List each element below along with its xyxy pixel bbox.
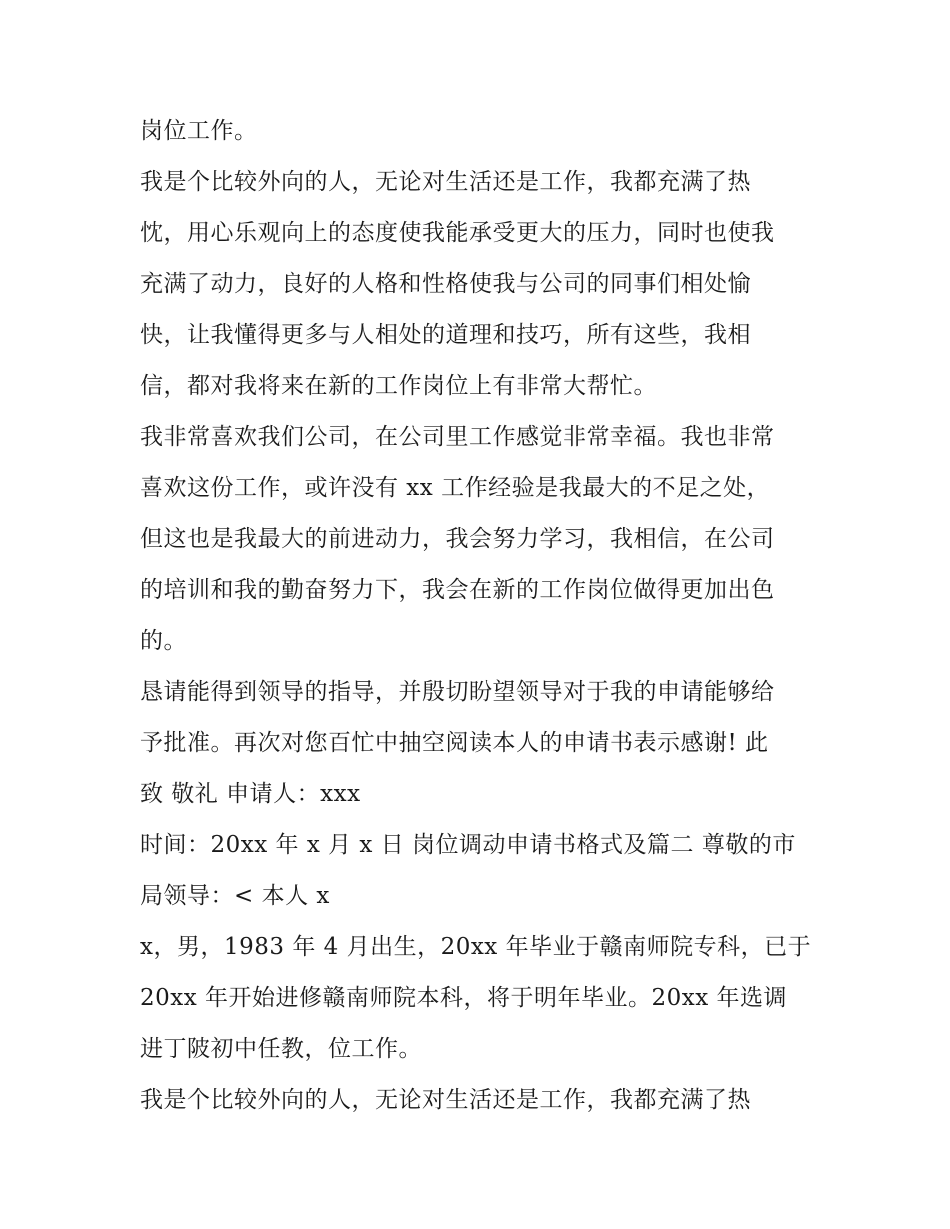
- text-line: 我是个比较外向的人，无论对生活还是工作，我都充满了热: [140, 169, 751, 195]
- text-line: 我非常喜欢我们公司，在公司里工作感觉非常幸福。我也非常: [140, 424, 775, 450]
- text-line: 充满了动力，良好的人格和性格使我与公司的同事们相处愉: [140, 271, 751, 297]
- text-line: 致 敬礼 申请人：xxx: [140, 781, 361, 807]
- text-line: 快，让我懂得更多与人相处的道理和技巧，所有这些，我相: [140, 322, 751, 348]
- document-body: [140, 108, 820, 1128]
- text-line: 的培训和我的勤奋努力下，我会在新的工作岗位做得更加出色: [140, 577, 775, 603]
- text-line: 忱，用心乐观向上的态度使我能承受更大的压力，同时也使我: [140, 220, 775, 246]
- text-line: x，男，1983 年 4 月出生，20xx 年毕业于赣南师院专科，已于: [140, 934, 812, 960]
- text-line: 20xx 年开始进修赣南师院本科，将于明年毕业。20xx 年选调: [140, 985, 788, 1011]
- text-line: 时间：20xx 年 x 月 x 日 岗位调动申请书格式及篇二 尊敬的市: [140, 832, 796, 858]
- text-line: 恳请能得到领导的指导，并殷切盼望领导对于我的申请能够给: [140, 679, 775, 705]
- text-line: 喜欢这份工作，或许没有 xx 工作经验是我最大的不足之处，: [140, 475, 771, 501]
- text-line: 但这也是我最大的前进动力，我会努力学习，我相信，在公司: [140, 526, 775, 552]
- text-line: 局领导：< 本人 x: [140, 883, 330, 909]
- text-line: 信，都对我将来在新的工作岗位上有非常大帮忙。: [140, 373, 657, 399]
- text-line: 进丁陂初中任教，位工作。: [140, 1036, 422, 1062]
- text-line: 岗位工作。: [140, 118, 258, 144]
- text-line: 予批准。再次对您百忙中抽空阅读本人的申请书表示感谢! 此: [140, 730, 769, 756]
- text-line: 的。: [140, 628, 187, 654]
- text-line: 我是个比较外向的人，无论对生活还是工作，我都充满了热: [140, 1087, 751, 1113]
